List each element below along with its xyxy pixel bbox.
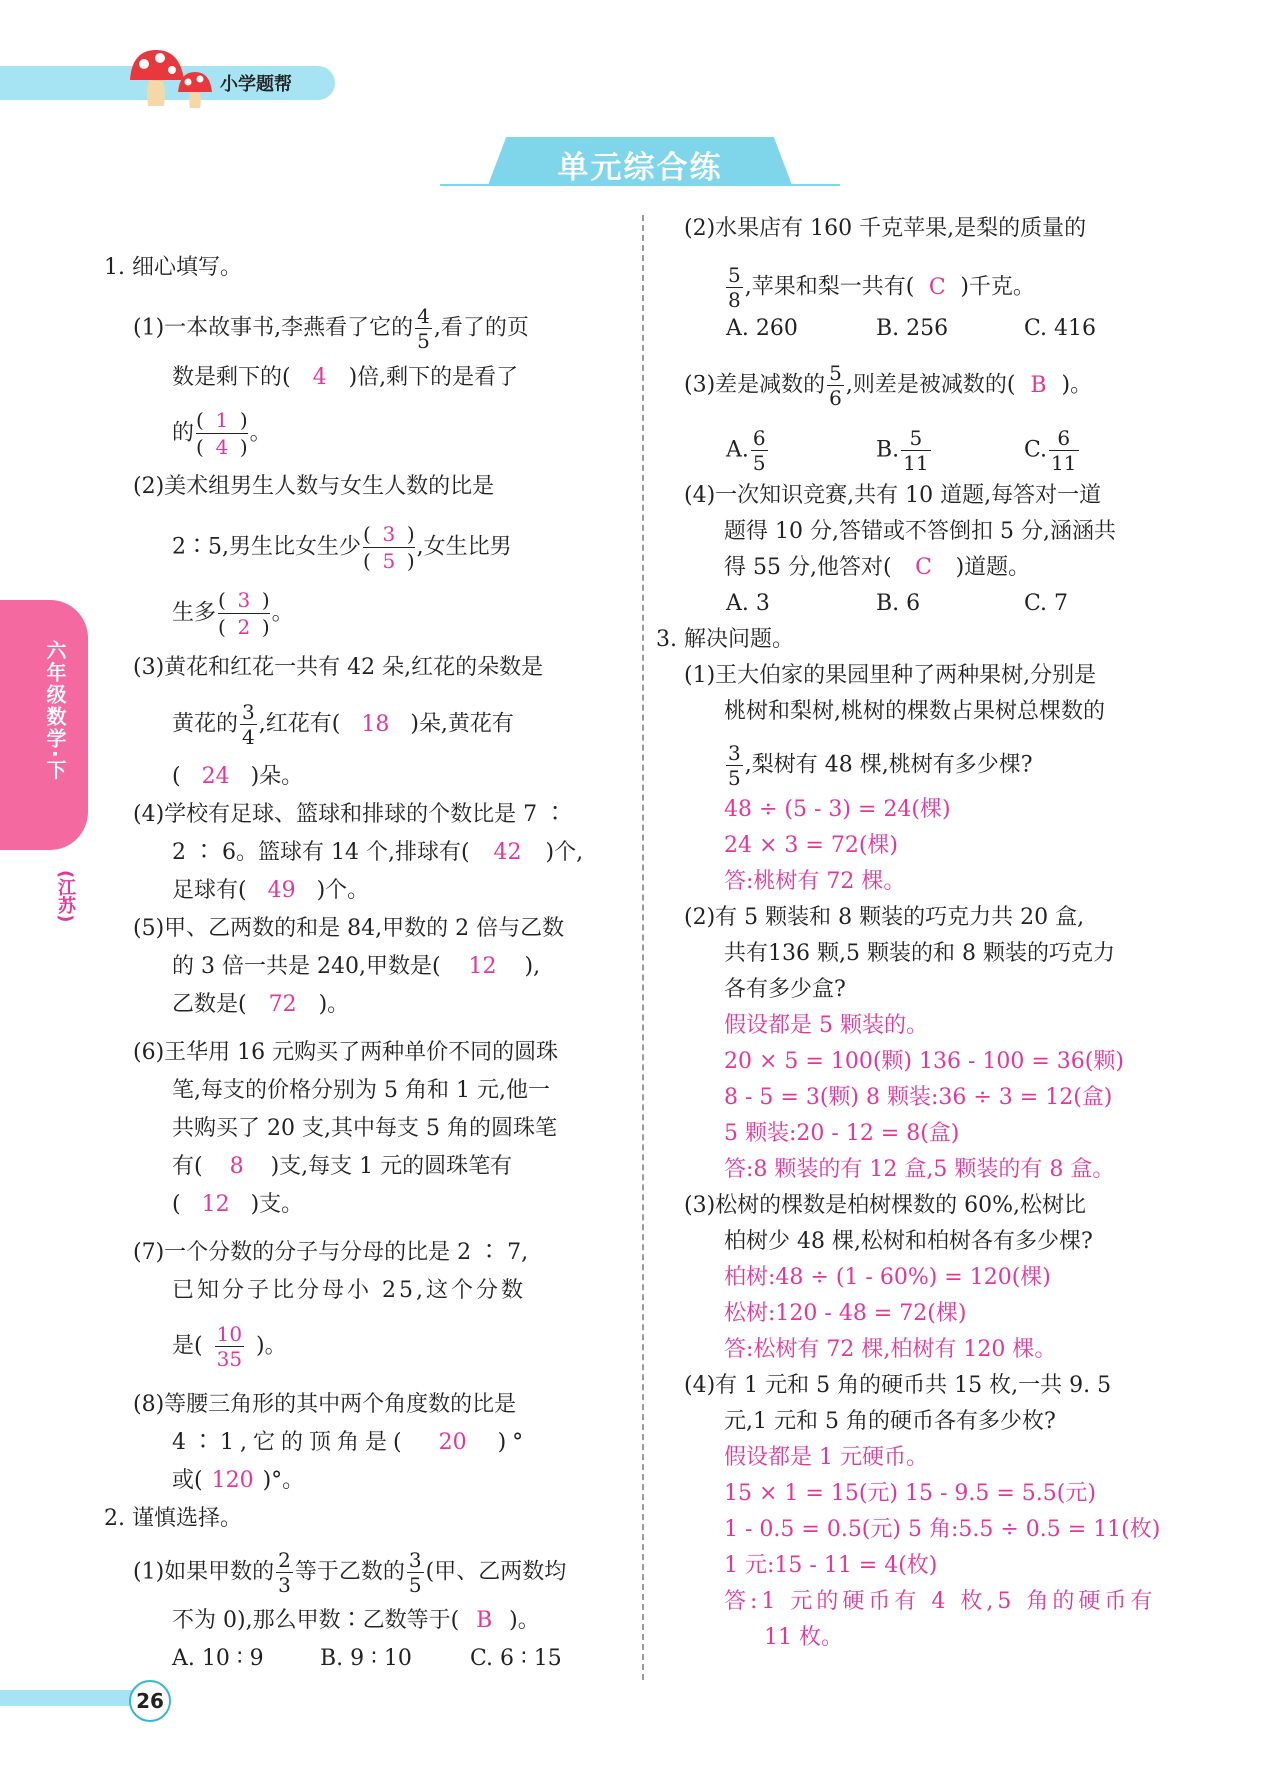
q2-3-option-c: C. $\frac{6}{11}$ bbox=[1024, 426, 1077, 475]
grade-label: 六年级数学·下 bbox=[43, 640, 67, 782]
province-label: (江苏) bbox=[55, 870, 76, 923]
q1-5-line1: (5)甲、乙两数的和是 84,甲数的 2 倍与乙数 bbox=[133, 916, 565, 941]
answer-blank: C bbox=[928, 274, 946, 300]
q3-4-solution-1: 假设都是 1 元硬币。 bbox=[724, 1445, 928, 1470]
section-3-title: 3. 解决问题。 bbox=[656, 627, 794, 652]
answer-blank: B bbox=[476, 1608, 493, 1633]
fraction: $\frac{4}{5}$ bbox=[417, 304, 430, 353]
q1-8-line2: 4∶1,它的顶角是( 20 )° bbox=[172, 1428, 529, 1458]
q2-1-line1: (1)如果甲数的 $\frac{2}{3}$ 等于乙数的 $\frac{3}{5}$ (甲、乙两数均 bbox=[133, 1548, 567, 1597]
q1-6-line1: (6)王华用 16 元购买了两种单价不同的圆珠 bbox=[133, 1040, 559, 1065]
answer-blank: 20 bbox=[438, 1430, 467, 1455]
q3-3-answer: 答:松树有 72 棵,柏树有 120 棵。 bbox=[724, 1337, 1057, 1362]
q2-2-option-b: B. 256 bbox=[876, 316, 949, 341]
q3-4-solution-3: 1 - 0.5 = 0.5(元) 5 角:5.5 ÷ 0.5 = 11(枚) bbox=[724, 1517, 1161, 1542]
q2-4-option-c: C. 7 bbox=[1024, 591, 1069, 616]
q3-1-answer: 答:桃树有 72 棵。 bbox=[724, 869, 906, 894]
fraction: $\frac{6}{5}$ bbox=[752, 426, 766, 475]
q3-3-line2: 柏树少 48 棵,松树和柏树各有多少棵? bbox=[724, 1229, 1093, 1254]
q2-1-option-b: B. 9 ∶ 10 bbox=[320, 1646, 412, 1671]
q2-2-line2: $\frac{5}{8}$ ,苹果和梨一共有( C )千克。 bbox=[728, 263, 1035, 312]
q2-4-option-a: A. 3 bbox=[726, 591, 770, 616]
q1-6-line3: 共购买了 20 支,其中每支 5 角的圆珠笔 bbox=[172, 1116, 557, 1141]
answer-fraction: $\frac{( 3 )}{( 5 )}$ bbox=[363, 522, 415, 573]
q3-2-answer: 答:8 颗装的有 12 盒,5 颗装的有 8 盒。 bbox=[724, 1157, 1115, 1182]
q2-2-line1: (2)水果店有 160 千克苹果,是梨的质量的 bbox=[684, 216, 1087, 241]
answer-blank: B bbox=[1030, 372, 1047, 398]
q3-4-line2: 元,1 元和 5 角的硬币各有多少枚? bbox=[724, 1409, 1056, 1434]
q2-2-option-a: A. 260 bbox=[726, 316, 798, 341]
section-2-title: 2. 谨慎选择。 bbox=[104, 1506, 242, 1531]
q3-4-solution-4: 1 元:15 - 11 = 4(枚) bbox=[724, 1553, 938, 1578]
answer-fraction: $\frac{( 1 )}{( 4 )}$ bbox=[196, 408, 248, 459]
answer-blank: 24 bbox=[201, 764, 230, 789]
q1-4-line1: (4)学校有足球、篮球和排球的个数比是 7 ∶ bbox=[133, 802, 567, 827]
answer-blank: 12 bbox=[201, 1192, 230, 1217]
q3-2-line1: (2)有 5 颗装和 8 颗装的巧克力共 20 盒, bbox=[684, 905, 1085, 930]
column-divider bbox=[642, 215, 644, 1680]
q1-7-line2: 已知分子比分母小 25,这个分数 bbox=[172, 1278, 526, 1303]
q2-4-option-b: B. 6 bbox=[876, 591, 921, 616]
q1-2-line3: 生多 $\frac{( 3 )}{( 2 )}$ 。 bbox=[172, 588, 294, 639]
answer-blank: 4 bbox=[312, 365, 327, 390]
q3-1-line1: (1)王大伯家的果园里种了两种果树,分别是 bbox=[684, 663, 1097, 688]
q1-6-line5: ( 12 )支。 bbox=[172, 1190, 303, 1220]
q1-2-line2: 2∶5,男生比女生少 $\frac{( 3 )}{( 5 )}$ ,女生比男 bbox=[172, 522, 512, 573]
q3-1-solution-2: 24 × 3 = 72(棵) bbox=[724, 833, 898, 858]
answer-blank: 120 bbox=[211, 1468, 254, 1493]
q1-1-line2: 数是剩下的( 4 )倍,剩下的是看了 bbox=[172, 363, 518, 393]
q1-8-line1: (8)等腰三角形的其中两个角度数的比是 bbox=[133, 1392, 517, 1417]
q3-4-solution-2: 15 × 1 = 15(元) 15 - 9.5 = 5.5(元) bbox=[724, 1481, 1096, 1506]
q3-3-solution-1: 柏树:48 ÷ (1 - 60%) = 120(棵) bbox=[724, 1265, 1051, 1290]
page-number: 26 bbox=[129, 1680, 171, 1722]
q3-2-solution-2: 20 × 5 = 100(颗) 136 - 100 = 36(颗) bbox=[724, 1049, 1124, 1074]
q1-1-line3: 的 $\frac{( 1 )}{( 4 )}$ 。 bbox=[172, 408, 272, 459]
answer-fraction: $\frac{( 3 )}{( 2 )}$ bbox=[218, 588, 270, 639]
q1-7-line3: 是( $\frac{10}{35}$ )。 bbox=[172, 1322, 287, 1371]
fraction: $\frac{5}{6}$ bbox=[829, 361, 842, 410]
fraction: $\frac{3}{4}$ bbox=[242, 700, 255, 749]
q2-3-line1: (3)差是减数的 $\frac{5}{6}$ ,则差是被减数的( B )。 bbox=[684, 361, 1093, 410]
fraction: $\frac{3}{5}$ bbox=[408, 1548, 422, 1597]
q1-4-line3: 足球有( 49 )个。 bbox=[172, 876, 369, 906]
q3-4-line1: (4)有 1 元和 5 角的硬币共 15 枚,一共 9. 5 bbox=[684, 1373, 1112, 1398]
fraction: $\frac{3}{5}$ bbox=[728, 741, 741, 790]
q2-1-option-c: C. 6 ∶ 15 bbox=[470, 1646, 562, 1671]
q3-1-line2: 桃树和梨树,桃树的棵数占果树总棵数的 bbox=[724, 699, 1105, 724]
q1-7-line1: (7)一个分数的分子与分母的比是 2 ∶ 7, bbox=[133, 1240, 529, 1265]
q3-1-line3: $\frac{3}{5}$ ,梨树有 48 棵,桃树有多少棵? bbox=[728, 741, 1033, 790]
q2-2-option-c: C. 416 bbox=[1024, 316, 1097, 341]
brand-name: 小学题帮 bbox=[220, 74, 292, 95]
q1-4-line2: 2 ∶ 6。篮球有 14 个,排球有( 42 )个, bbox=[172, 838, 583, 868]
q3-2-solution-4: 5 颗装:20 - 12 = 8(盒) bbox=[724, 1121, 960, 1146]
q1-3-line1: (3)黄花和红花一共有 42 朵,红花的朵数是 bbox=[133, 655, 544, 680]
answer-blank: C bbox=[915, 555, 932, 580]
fraction: $\frac{2}{3}$ bbox=[278, 1548, 291, 1597]
answer-blank: 12 bbox=[468, 954, 497, 979]
q3-3-line1: (3)松树的棵数是柏树棵数的 60%,松树比 bbox=[684, 1193, 1087, 1218]
q1-2-line1: (2)美术组男生人数与女生人数的比是 bbox=[133, 474, 495, 499]
q2-4-line3: 得 55 分,他答对( C )道题。 bbox=[724, 553, 1030, 583]
answer-blank: 42 bbox=[493, 840, 522, 865]
q1-6-line2: 笔,每支的价格分别为 5 角和 1 元,他一 bbox=[172, 1078, 550, 1103]
answer-fraction: $\frac{10}{35}$ bbox=[216, 1322, 243, 1371]
q1-3-line2: 黄花的 $\frac{3}{4}$ ,红花有( 18 )朵,黄花有 bbox=[172, 700, 514, 749]
q3-2-solution-1: 假设都是 5 颗装的。 bbox=[724, 1013, 928, 1038]
q3-3-solution-2: 松树:120 - 48 = 72(棵) bbox=[724, 1301, 967, 1326]
q1-6-line4: 有( 8 )支,每支 1 元的圆珠笔有 bbox=[172, 1152, 512, 1182]
q3-2-solution-3: 8 - 5 = 3(颗) 8 颗装:36 ÷ 3 = 12(盒) bbox=[724, 1085, 1113, 1110]
q3-2-line3: 各有多少盒? bbox=[724, 977, 846, 1002]
q3-4-answer-cont: 11 枚。 bbox=[764, 1625, 843, 1650]
q1-3-line3: ( 24 )朵。 bbox=[172, 762, 303, 792]
q2-1-option-a: A. 10 ∶ 9 bbox=[172, 1646, 264, 1671]
fraction: $\frac{5}{8}$ bbox=[728, 263, 741, 312]
q3-1-solution-1: 48 ÷ (5 - 3) = 24(棵) bbox=[724, 797, 951, 822]
answer-blank: 18 bbox=[361, 711, 390, 737]
q3-4-answer: 答:1 元的硬币有 4 枚,5 角的硬币有 bbox=[724, 1589, 1157, 1614]
answer-blank: 49 bbox=[267, 878, 296, 903]
mushroom-logo-icon bbox=[128, 46, 218, 116]
q1-8-line3: 或( 120 )°。 bbox=[172, 1466, 304, 1496]
q3-2-line2: 共有136 颗,5 颗装的和 8 颗装的巧克力 bbox=[724, 941, 1115, 966]
page-title: 单元综合练 bbox=[557, 150, 723, 186]
q2-4-line1: (4)一次知识竞赛,共有 10 道题,每答对一道 bbox=[684, 483, 1102, 508]
q1-1-line1: (1)一本故事书,李燕看了它的 $\frac{4}{5}$ ,看了的页 bbox=[133, 304, 529, 353]
q2-1-line2: 不为 0),那么甲数∶乙数等于( B )。 bbox=[172, 1606, 540, 1636]
section-1-title: 1. 细心填写。 bbox=[104, 255, 242, 280]
q2-3-option-b: B. $\frac{5}{11}$ bbox=[876, 426, 929, 475]
q1-5-line3: 乙数是( 72 )。 bbox=[172, 990, 349, 1020]
answer-blank: 8 bbox=[229, 1154, 244, 1179]
q2-4-line2: 题得 10 分,答错或不答倒扣 5 分,涵涵共 bbox=[724, 519, 1116, 544]
answer-blank: 72 bbox=[268, 992, 297, 1017]
q2-3-option-a: A. $\frac{6}{5}$ bbox=[726, 426, 766, 475]
fraction: $\frac{6}{11}$ bbox=[1051, 426, 1077, 475]
q1-5-line2: 的 3 倍一共是 240,甲数是( 12 ), bbox=[172, 952, 540, 982]
fraction: $\frac{5}{11}$ bbox=[903, 426, 929, 475]
footer-band bbox=[0, 1690, 150, 1706]
